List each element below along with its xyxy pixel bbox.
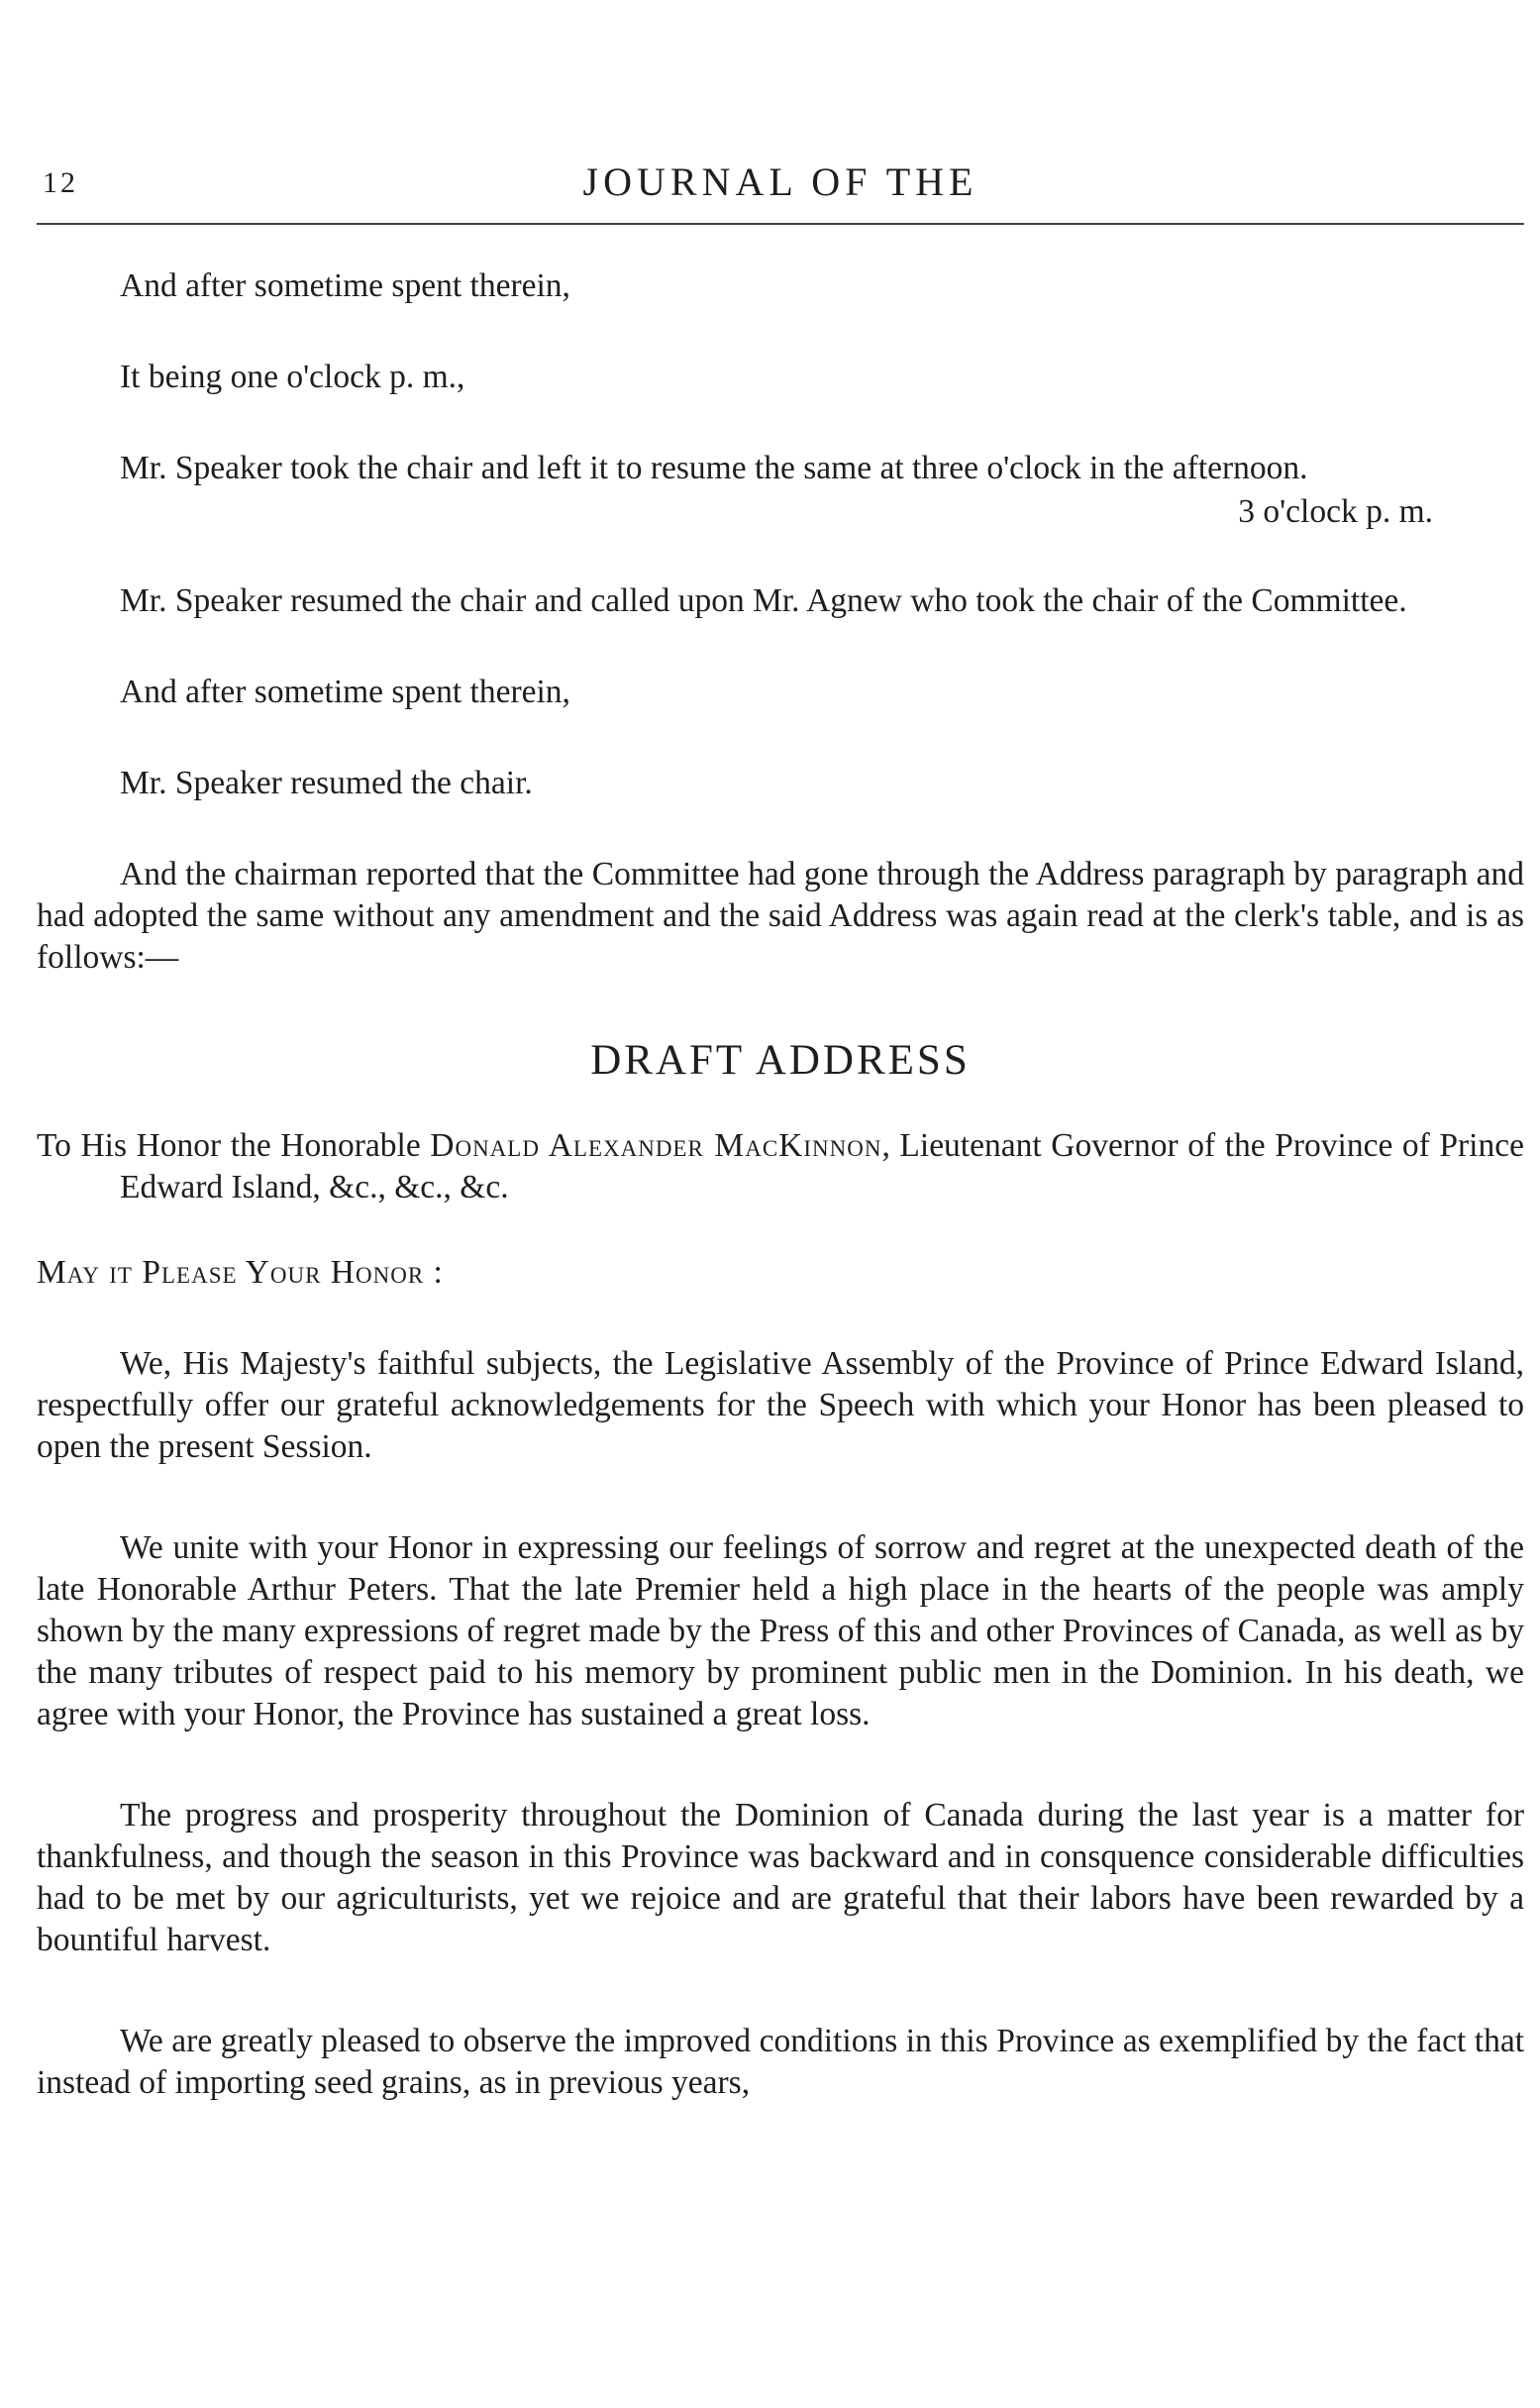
paragraph-sometime-spent-2: And after sometime spent therein, xyxy=(120,674,570,710)
paragraph-chairman-reported: And the chairman reported that the Committee had gone through the Address paragraph by paragraph and had adopted the same without any amendment and the said Address was again read at the clerk's table, and is as follows:— xyxy=(37,856,1524,976)
paragraph-speaker-resumed-agnew: Mr. Speaker resumed the chair and called upon Mr. Agnew who took the chair of the Committee. xyxy=(120,582,1407,619)
address-paragraph-progress: The progress and prosperity throughout the Dominion of Canada during the last year is a matter for thankfulness, and though the season in this Province was backward and in consquence considerable difficulties had to be met by our agriculturists, yet we rejoice and are grateful that their labors have been rewarded by a bountiful harvest. xyxy=(37,1797,1524,1958)
page-body xyxy=(37,265,1524,2104)
address-to-suffix: , Lieutenant Governor of the Province of Prince Edward Island, &c., &c., &c. xyxy=(120,1127,1524,1205)
address-recipient xyxy=(37,1125,1524,1208)
address-paragraph-improved-conditions: We are greatly pleased to observe the improved conditions in this Province as exemplified by the fact that instead of importing seed grains, as in previous years, xyxy=(37,2023,1524,2101)
paragraph-sometime-spent: And after sometime spent therein, xyxy=(120,267,570,304)
paragraph-one-oclock: It being one o'clock p. m., xyxy=(120,359,465,395)
running-head: JOURNAL OF THE xyxy=(582,159,978,204)
page-header xyxy=(37,158,1524,208)
address-paragraph-acknowledgement: We, His Majesty's faithful subjects, the Legislative Assembly of the Province of Prince Edward Island, respectfully offer our grateful acknowledgements for the Speech with which your Honor has been pleased to open the present Session. xyxy=(37,1345,1524,1465)
header-rule xyxy=(37,223,1524,225)
draft-address-heading: DRAFT ADDRESS xyxy=(590,1037,971,1084)
time-note: 3 o'clock p. m. xyxy=(1238,493,1433,530)
salutation: May it Please Your Honor : xyxy=(37,1254,444,1291)
page-number: 12 xyxy=(43,166,78,199)
paragraph-speaker-left-chair: Mr. Speaker took the chair and left it to resume the same at three o'clock in the afternoon. xyxy=(120,450,1308,486)
address-paragraph-condolence: We unite with your Honor in expressing our feelings of sorrow and regret at the unexpected death of the late Honorable Arthur Peters. That the late Premier held a high place in the hearts of the people was amply shown by the many expressions of regret made by the Press of this and other Provinces of Canada, as well as by the many tributes of respect paid to his memory by prominent public men in the Dominion. In his death, we agree with your Honor, the Province has sustained a great loss. xyxy=(37,1529,1524,1732)
journal-page xyxy=(37,0,1524,2408)
paragraph-speaker-resumed: Mr. Speaker resumed the chair. xyxy=(120,765,533,801)
address-to-name: Donald Alexander MacKinnon xyxy=(430,1127,882,1164)
address-to-prefix: To His Honor the Honorable xyxy=(37,1127,431,1164)
